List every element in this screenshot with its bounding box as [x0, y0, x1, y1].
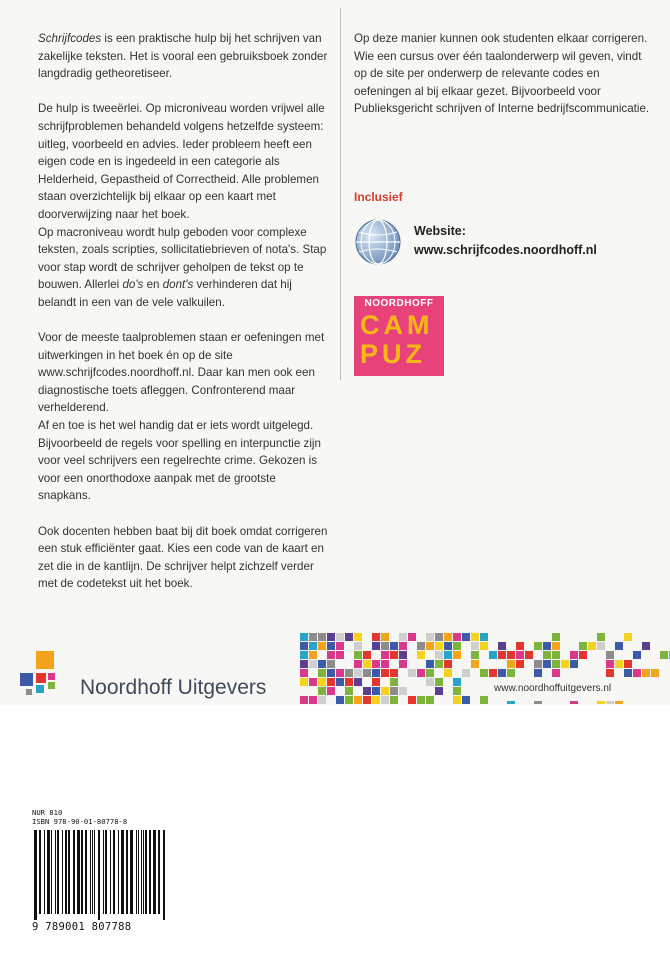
- mosaic-tile: [363, 669, 371, 677]
- mosaic-tile: [615, 660, 623, 668]
- mosaic-tile: [327, 660, 335, 668]
- mosaic-tile: [606, 660, 614, 668]
- dos-italic: do's: [122, 278, 144, 292]
- mosaic-tile: [552, 651, 560, 659]
- mosaic-tile: [498, 669, 506, 677]
- mosaic-tile: [426, 660, 434, 668]
- mosaic-tile: [309, 696, 317, 704]
- mosaic-tile: [570, 651, 578, 659]
- mosaic-tile: [624, 669, 632, 677]
- mosaic-tile: [345, 633, 353, 641]
- barcode-bar: [57, 830, 59, 914]
- mosaic-tile: [354, 669, 362, 677]
- barcode-bar: [65, 830, 67, 914]
- mosaic-tile: [606, 651, 614, 659]
- mosaic-tile: [507, 651, 515, 659]
- exercises-paragraph: Voor de meeste taalproblemen staan er oefeningen met uitwerkingen in het boek én op de site www.schrijfcodes.noordhoff.nl. Daar kan men ook een diagnostische toets afleggen. Confronterend maar verhelderend.: [38, 331, 325, 415]
- mosaic-tile: [381, 633, 389, 641]
- macro-text-b: en: [143, 278, 163, 292]
- barcode-bar: [158, 830, 160, 914]
- mosaic-tile: [336, 669, 344, 677]
- mosaic-tile: [489, 651, 497, 659]
- mosaic-tile: [372, 687, 380, 695]
- barcode-bar: [118, 830, 119, 914]
- mosaic-tile: [480, 642, 488, 650]
- mosaic-tile: [336, 696, 344, 704]
- mosaic-tile: [471, 633, 479, 641]
- intro-paragraph: [38, 30, 328, 83]
- mosaic-tile: [552, 669, 560, 677]
- mosaic-tile: [534, 669, 542, 677]
- mosaic-tile: [525, 651, 533, 659]
- barcode-bar: [136, 830, 137, 914]
- mosaic-tile: [318, 660, 326, 668]
- mosaic-tile: [579, 651, 587, 659]
- mosaic-tile: [534, 660, 542, 668]
- mosaic-tile: [318, 678, 326, 686]
- mosaic-tile: [372, 678, 380, 686]
- mosaic-tile: [372, 633, 380, 641]
- barcode-bar: [126, 830, 128, 914]
- mosaic-tile: [318, 687, 326, 695]
- mosaic-tile: [453, 651, 461, 659]
- mosaic-tile: [516, 651, 524, 659]
- mosaic-tile: [399, 651, 407, 659]
- barcode-bar: [113, 830, 115, 914]
- mosaic-tile: [471, 651, 479, 659]
- mosaic-tile: [372, 642, 380, 650]
- mosaic-tile: [552, 660, 560, 668]
- barcode-bar: [55, 830, 56, 914]
- mosaic-tile: [309, 651, 317, 659]
- mosaic-tile: [327, 633, 335, 641]
- mosaic-tile: [336, 678, 344, 686]
- mosaic-tile: [327, 687, 335, 695]
- mosaic-tile: [318, 669, 326, 677]
- mosaic-tile: [354, 696, 362, 704]
- mosaic-tile: [399, 687, 407, 695]
- barcode-bar: [34, 830, 37, 920]
- barcode-bar: [153, 830, 156, 914]
- mosaic-tile: [453, 687, 461, 695]
- mosaic-tile: [480, 669, 488, 677]
- micro-level-paragraph: De hulp is tweeërlei. Op microniveau worden vrijwel alle schrijfproblemen behandeld volgens hetzelfde systeem: uitleg, voorbeeld en advies. Ieder probleem heeft een eigen code en is ingedeeld in een categorie als Helderheid, Gepastheid of Correctheid. Alle problemen staan overzichtelijk bij elkaar op een kaart met doorverwijzing naar het boek.: [38, 102, 325, 221]
- mosaic-tile: [417, 696, 425, 704]
- mosaic-tile: [642, 642, 650, 650]
- mosaic-tile: [507, 669, 515, 677]
- explanation-paragraph: Af en toe is het wel handig dat er iets wordt uitgelegd. Bijvoorbeeld de regels voor spelling en interpunctie zijn voor veel schrijvers een regelrechte crime. Gekozen is voor een onorthodoxe aanpak met de grootste snapkans.: [38, 419, 321, 503]
- mosaic-tile: [543, 651, 551, 659]
- mosaic-tile: [435, 678, 443, 686]
- barcode-bar: [92, 830, 93, 914]
- mosaic-tile: [381, 660, 389, 668]
- noordhoff-campus-logo: [354, 296, 444, 376]
- mosaic-tile: [552, 642, 560, 650]
- barcode-bar: [163, 830, 165, 920]
- mosaic-tile: [606, 669, 614, 677]
- mosaic-tile: [426, 678, 434, 686]
- mosaic-tile: [408, 669, 416, 677]
- barcode-bar: [62, 830, 63, 914]
- mosaic-tile: [363, 651, 371, 659]
- mosaic-tile: [390, 696, 398, 704]
- mosaic-tile: [390, 642, 398, 650]
- course-paragraph: Wie een cursus over één taalonderwerp wil geven, vindt op de site per onderwerp de relevante codes en oefeningen al bij elkaar gezet. Bijvoorbeeld voor Publieksgericht schrijven of Interne bedrijfscommunicatie.: [354, 49, 650, 116]
- mosaic-tile: [318, 696, 326, 704]
- mosaic-tile: [462, 696, 470, 704]
- nur-code: NUR 810: [32, 808, 63, 817]
- mosaic-tile: [444, 633, 452, 641]
- mosaic-tile: [444, 669, 452, 677]
- mosaic-tile: [444, 660, 452, 668]
- donts-italic: dont's: [162, 278, 194, 292]
- barcode-bar: [143, 830, 144, 914]
- mosaic-tile: [489, 669, 497, 677]
- mosaic-tile: [453, 696, 461, 704]
- mosaic-tile: [327, 651, 335, 659]
- publisher-logo-icon: [20, 651, 80, 701]
- barcode-bar: [149, 830, 151, 914]
- campus-brand: NOORDHOFF: [364, 298, 434, 309]
- mosaic-tile: [462, 669, 470, 677]
- teachers-paragraph: Ook docenten hebben baat bij dit boek omdat corrigeren een stuk efficiënter gaat. Kies een code van de kaart en zet die in de kantlijn. De schrijver helpt zichzelf verder met de codetekst uit het boek.: [38, 524, 328, 591]
- mosaic-tile: [426, 642, 434, 650]
- barcode-bar: [77, 830, 80, 914]
- barcode-digits: 9 789001 807788: [32, 921, 132, 933]
- mosaic-tile: [453, 642, 461, 650]
- website-block: [414, 222, 597, 260]
- mosaic-tile: [426, 696, 434, 704]
- mosaic-tile: [462, 633, 470, 641]
- mosaic-tile: [345, 696, 353, 704]
- mosaic-tile: [615, 642, 623, 650]
- inclusief-heading: Inclusief: [354, 190, 403, 204]
- mosaic-tile: [300, 678, 308, 686]
- mosaic-tile: [516, 642, 524, 650]
- globe-icon: [354, 218, 402, 266]
- mosaic-tile: [300, 633, 308, 641]
- barcode-bar: [51, 830, 52, 914]
- mosaic-tile: [480, 696, 488, 704]
- mosaic-tile: [345, 669, 353, 677]
- mosaic-tile: [543, 660, 551, 668]
- campus-line-1: CAM: [360, 310, 434, 340]
- intro-text: is een praktische hulp bij het schrijven van zakelijke teksten. Het is vooral een gebruiksboek zonder langdradig getheoretiseer.: [38, 32, 328, 81]
- mosaic-tile: [345, 687, 353, 695]
- mosaic-tile: [534, 642, 542, 650]
- barcode-bar: [94, 830, 95, 914]
- mosaic-tile: [309, 642, 317, 650]
- mosaic-tile: [426, 669, 434, 677]
- mosaic-tile: [381, 696, 389, 704]
- mosaic-tile: [651, 669, 659, 677]
- mosaic-tile: [597, 642, 605, 650]
- mosaic-tile: [660, 651, 668, 659]
- mosaic-tile: [336, 633, 344, 641]
- mosaic-tile: [435, 633, 443, 641]
- barcode-bar: [39, 830, 41, 914]
- mosaic-tile: [633, 651, 641, 659]
- mosaic-tile: [354, 633, 362, 641]
- column-divider: [340, 8, 341, 380]
- barcode-bar: [68, 830, 70, 914]
- publisher-name: Noordhoff Uitgevers: [80, 676, 267, 699]
- mosaic-tile: [390, 651, 398, 659]
- website-url[interactable]: www.schrijfcodes.noordhoff.nl: [414, 243, 597, 257]
- macro-text-c: verhinderen dat hij belandt in een van de vele valkuilen.: [38, 278, 292, 309]
- barcode-bar: [141, 830, 142, 914]
- mosaic-tile: [480, 633, 488, 641]
- mosaic-tile: [399, 660, 407, 668]
- mosaic-tile: [309, 678, 317, 686]
- mosaic-tile: [354, 651, 362, 659]
- mosaic-tile: [597, 633, 605, 641]
- barcode-bar: [138, 830, 139, 914]
- mosaic-tile: [579, 642, 587, 650]
- mosaic-tile: [390, 678, 398, 686]
- barcode-icon: [32, 830, 166, 920]
- mosaic-tile: [624, 660, 632, 668]
- mosaic-tile: [327, 642, 335, 650]
- publisher-url[interactable]: www.noordhoffuitgevers.nl: [494, 683, 612, 694]
- mosaic-tile: [435, 651, 443, 659]
- barcode-bar: [44, 830, 45, 914]
- mosaic-tile: [309, 660, 317, 668]
- mosaic-tile: [372, 696, 380, 704]
- book-title-italic: Schrijfcodes: [38, 32, 102, 45]
- mosaic-tile: [507, 660, 515, 668]
- barcode-bar: [73, 830, 75, 914]
- mosaic-tile: [345, 678, 353, 686]
- barcode-bar: [110, 830, 111, 914]
- mosaic-tile: [408, 696, 416, 704]
- mosaic-tile: [300, 660, 308, 668]
- mosaic-tile: [327, 678, 335, 686]
- mosaic-tile: [318, 642, 326, 650]
- mosaic-tile: [318, 633, 326, 641]
- mosaic-tile: [426, 633, 434, 641]
- mosaic-tile: [471, 660, 479, 668]
- students-paragraph: Op deze manier kunnen ook studenten elkaar corrigeren.: [354, 32, 648, 45]
- mosaic-tile: [570, 660, 578, 668]
- mosaic-tile: [498, 642, 506, 650]
- mosaic-tile: [417, 669, 425, 677]
- mosaic-tile: [435, 687, 443, 695]
- mosaic-tile: [354, 642, 362, 650]
- mosaic-tile: [309, 633, 317, 641]
- mosaic-tile: [543, 642, 551, 650]
- mosaic-tile: [336, 651, 344, 659]
- macro-text-a: Op macroniveau wordt hulp geboden voor complexe teksten, zoals scripties, sollicitatiebrieven of nota's. Stap voor stap wordt de schrijver geholpen de tekst op te bouwen. Allerlei: [38, 225, 327, 292]
- mosaic-tile: [399, 642, 407, 650]
- mosaic-tile: [381, 687, 389, 695]
- mosaic-tile: [354, 678, 362, 686]
- mosaic-tile: [381, 642, 389, 650]
- right-text-column: [354, 30, 654, 136]
- barcode-bar: [90, 830, 91, 914]
- macro-level-paragraph: [38, 224, 328, 312]
- mosaic-tile: [354, 660, 362, 668]
- mosaic-tile: [300, 696, 308, 704]
- mosaic-tile: [417, 642, 425, 650]
- left-text-column: [38, 30, 328, 611]
- mosaic-tile: [399, 633, 407, 641]
- campus-line-2: PUZ: [360, 339, 426, 369]
- barcode-bar: [105, 830, 107, 914]
- mosaic-tile: [408, 633, 416, 641]
- mosaic-tile: [471, 642, 479, 650]
- mosaic-tile: [642, 669, 650, 677]
- mosaic-tile: [516, 660, 524, 668]
- mosaic-tile: [363, 696, 371, 704]
- mosaic-tile: [444, 642, 452, 650]
- barcode-bar: [130, 830, 133, 914]
- mosaic-tile: [624, 633, 632, 641]
- mosaic-tile: [300, 669, 308, 677]
- mosaic-tile: [336, 642, 344, 650]
- barcode-bar: [81, 830, 83, 914]
- isbn-code: ISBN 978-90-01-80778-8: [32, 817, 128, 826]
- mosaic-tile: [381, 651, 389, 659]
- mosaic-tile: [300, 651, 308, 659]
- mosaic-tile: [372, 669, 380, 677]
- mosaic-tile: [453, 633, 461, 641]
- mosaic-tile: [390, 687, 398, 695]
- mosaic-tile: [417, 651, 425, 659]
- mosaic-tile: [363, 660, 371, 668]
- barcode-bar: [98, 830, 100, 920]
- mosaic-tile: [327, 669, 335, 677]
- mosaic-tile: [435, 642, 443, 650]
- website-label: Website:: [414, 224, 466, 238]
- mosaic-tile: [381, 669, 389, 677]
- mosaic-tile: [588, 642, 596, 650]
- mosaic-tile: [390, 669, 398, 677]
- mosaic-tile: [435, 660, 443, 668]
- mosaic-tile: [453, 678, 461, 686]
- mosaic-tile: [633, 669, 641, 677]
- mosaic-tile: [561, 660, 569, 668]
- barcode-bar: [121, 830, 124, 914]
- mosaic-tile: [372, 660, 380, 668]
- mosaic-tile: [552, 633, 560, 641]
- mosaic-tile: [444, 651, 452, 659]
- mosaic-tile: [300, 642, 308, 650]
- mosaic-tile: [498, 651, 506, 659]
- barcode-bar: [47, 830, 50, 914]
- barcode-bar: [145, 830, 147, 914]
- barcode-bar: [85, 830, 87, 914]
- barcode-block: [32, 808, 172, 933]
- mosaic-tile: [363, 687, 371, 695]
- barcode-bar: [103, 830, 104, 914]
